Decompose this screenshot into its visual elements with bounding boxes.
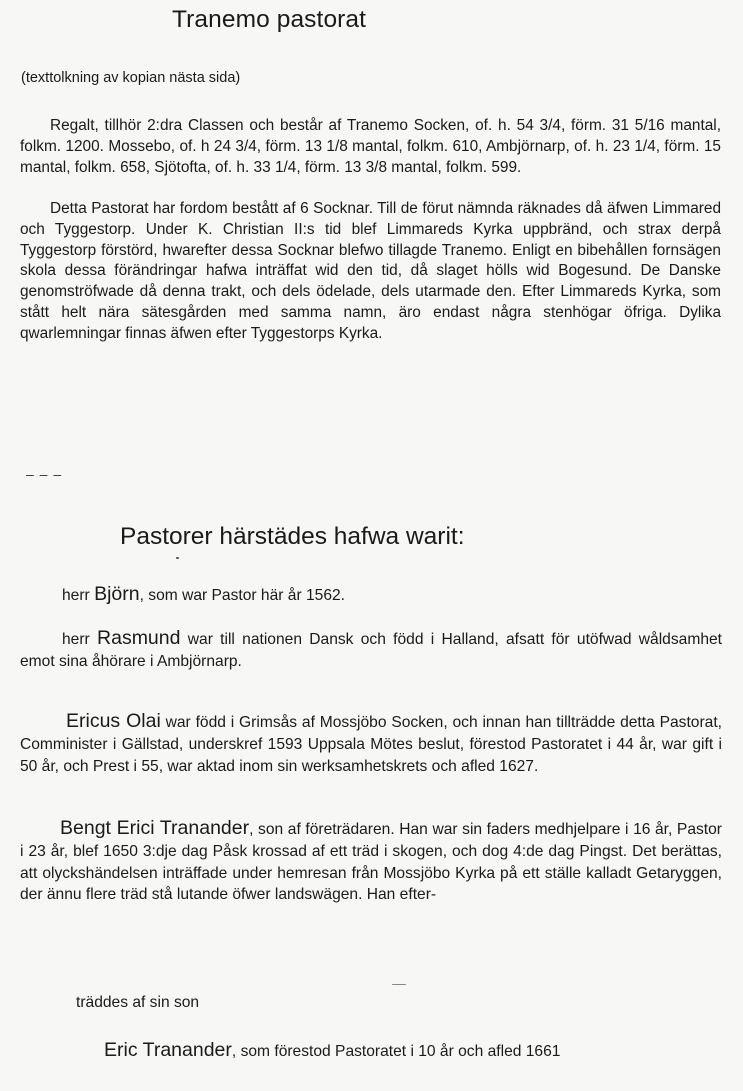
section-heading: Pastorer härstädes hafwa warit:	[120, 523, 465, 550]
paragraph-text: Detta Pastorat har fordom bestått af 6 Socknar. Till de förut nämnda räknades då äfwen Limmared och Tyggestorp. Under K. Christian II:s tid blef Limmareds Kyrka uppbränd, och strax derpå Tyggestorp förstörd, hwarefter dessa Socknar blefwo tillagde Tranemo. Enligt en bibehållen fornsägen skola dessa förändringar hafwa inträffat wid den tid, då slaget hölls wid Bogesund. De Danske genomströfwade då denna trakt, och dels ödelade, dels utarmade den. Efter Limmareds Kyrka, som stått helt nära sätesgården med samma namn, äro endast några stenhögar öfriga. Dylika qwarlemningar finnas äfwen efter Tyggestorps Kyrka.	[20, 200, 721, 342]
pastor-name: Eric Tranander	[104, 1039, 232, 1061]
pastor-name: Ericus Olai	[66, 710, 161, 732]
entry-prefix: herr	[62, 631, 98, 648]
pastor-entry	[62, 584, 345, 607]
paragraph-text: Regalt, tillhör 2:dra Classen och består af Tranemo Socken, of. h. 54 3/4, förm. 31 5/16 mantal, folkm. 1200. Mossebo, of. h 24 3/4, förm. 13 1/8 mantal, folkm. 610, Ambjörnarp, of. h. 23 1/4, förm. 15 mantal, folkm. 658, Sjötofta, of. h. 33 1/4, förm. 13 3/8 mantal, folkm. 599.	[20, 117, 721, 176]
pastor-name: Bengt Erici Tranander	[60, 817, 250, 839]
entry-text: , son af företrädaren. Han war sin faders medhjelpare i 16 år, Pastor i 23 år, blef 1650 3:dje dag Påsk krossad af ett träd i skogen, och dog 4:de dag Pingst. Det berättas, att olyckshändelsen inträffade under hemresan från Mossjöbo Kyrka på ett ställe kalladt Getaryggen, der ännu flere träd stå lutande öfwer landswägen. Han efter-	[20, 821, 722, 904]
pastor-entry	[20, 818, 722, 906]
pastor-entry	[104, 1040, 560, 1063]
paragraph-history	[20, 199, 721, 345]
entry-text: , som war Pastor här år 1562.	[139, 587, 346, 604]
pastor-entry	[20, 628, 722, 673]
entry-text: , som förestod Pastoratet i 10 år och afled 1661	[231, 1043, 561, 1060]
separator: – – –	[26, 466, 63, 482]
entry-text: war född i Grimsås af Mossjöbo Socken, och innan han tillträdde detta Pastorat, Comminister i Gällstad, underskref 1593 Uppsala Mötes beslut, förestod Pastoratet i 44 år, war gift i 50 år, och Prest i 55, war aktad inom sin werksamhetskrets och afled 1627.	[20, 714, 722, 775]
pastor-name: Björn	[94, 583, 140, 605]
page-subtitle: (texttolkning av kopian nästa sida)	[21, 70, 241, 86]
paragraph-regalt	[20, 116, 721, 178]
pastor-entry	[20, 711, 722, 777]
entry-continuation: träddes af sin son	[76, 994, 200, 1011]
entry-text: war till nationen Dansk och född i Halland, afsatt för utöfwad wåldsamhet emot sina åhörare i Ambjörnarp.	[20, 631, 722, 670]
page-title: Tranemo pastorat	[172, 6, 367, 33]
entry-prefix: herr	[62, 587, 95, 604]
scan-speck	[176, 557, 179, 559]
scan-speck	[392, 984, 406, 985]
pastor-name: Rasmund	[97, 627, 181, 649]
